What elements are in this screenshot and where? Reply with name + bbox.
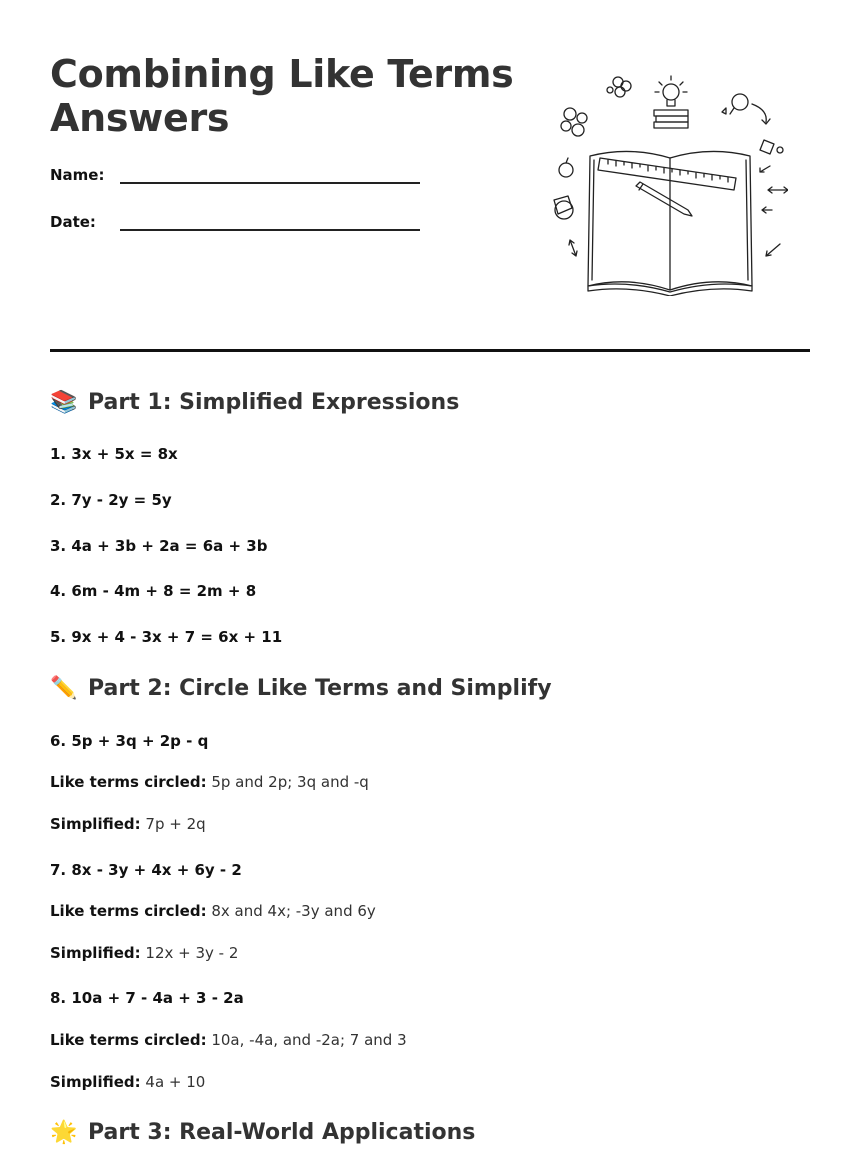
lightbulb-icon (655, 76, 687, 106)
part-3-title: Part 3: Real-World Applications (88, 1120, 476, 1145)
ruler-icon (598, 158, 736, 190)
simplified-value: 7p + 2q (145, 815, 206, 833)
like-terms-line (50, 773, 369, 791)
answer-item: 1. 3x + 5x = 8x (50, 445, 178, 463)
molecule-icon (561, 77, 631, 136)
problem-expression: 8. 10a + 7 - 4a + 3 - 2a (50, 989, 244, 1007)
simplified-label: Simplified: (50, 815, 141, 833)
answer-item: 2. 7y - 2y = 5y (50, 491, 172, 509)
simplified-value: 12x + 3y - 2 (145, 944, 239, 962)
part-1-title: Part 1: Simplified Expressions (88, 390, 460, 415)
like-terms-line (50, 1031, 407, 1049)
simplified-value: 4a + 10 (145, 1073, 206, 1091)
star-icon: 🌟 (50, 1120, 78, 1145)
simplified-label: Simplified: (50, 944, 141, 962)
date-line (120, 229, 420, 231)
name-label: Name: (50, 166, 105, 184)
open-book-icon (588, 151, 752, 296)
like-terms-line (50, 902, 376, 920)
gear-icon (760, 140, 783, 154)
problem-expression: 6. 5p + 3q + 2p - q (50, 732, 209, 750)
title-line-2: Answers (50, 96, 230, 140)
name-line (120, 182, 420, 184)
lightbulb-icon (722, 94, 770, 124)
stacked-books-icon (654, 110, 688, 128)
page-title (50, 52, 513, 140)
books-icon: 📚 (50, 390, 78, 415)
header-divider (50, 349, 810, 352)
open-book-illustration (548, 72, 788, 296)
part-2-title: Part 2: Circle Like Terms and Simplify (88, 676, 552, 701)
pencil-icon (636, 182, 692, 216)
part-2-heading (50, 676, 552, 701)
simplified-line (50, 1073, 205, 1091)
part-3-heading (50, 1120, 475, 1145)
like-terms-value: 8x and 4x; -3y and 6y (211, 902, 376, 920)
puzzle-icon (554, 196, 573, 219)
date-field (50, 213, 120, 231)
answer-item: 5. 9x + 4 - 3x + 7 = 6x + 11 (50, 628, 283, 646)
answer-item: 4. 6m - 4m + 8 = 2m + 8 (50, 582, 257, 600)
simplified-line (50, 944, 238, 962)
like-terms-value: 5p and 2p; 3q and -q (211, 773, 369, 791)
part-1-heading (50, 390, 459, 415)
simplified-line (50, 815, 206, 833)
title-line-1: Combining Like Terms (50, 52, 514, 96)
like-terms-label: Like terms circled: (50, 1031, 207, 1049)
apple-icon (559, 158, 573, 177)
date-label: Date: (50, 213, 96, 231)
like-terms-label: Like terms circled: (50, 773, 207, 791)
pencil-icon: ✏️ (50, 676, 78, 701)
problem-expression: 7. 8x - 3y + 4x + 6y - 2 (50, 861, 242, 879)
answer-item: 3. 4a + 3b + 2a = 6a + 3b (50, 537, 268, 555)
name-field (50, 166, 120, 184)
simplified-label: Simplified: (50, 1073, 141, 1091)
like-terms-label: Like terms circled: (50, 902, 207, 920)
like-terms-value: 10a, -4a, and -2a; 7 and 3 (211, 1031, 407, 1049)
